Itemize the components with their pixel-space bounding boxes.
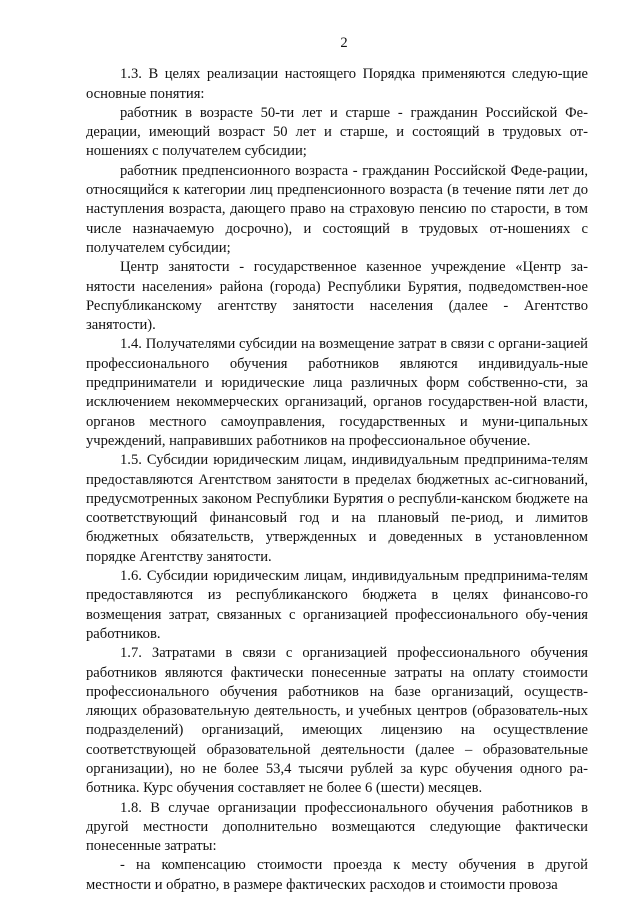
paragraph-1-7: 1.7. Затратами в связи с организацией профессионального обучения работников являются фактически понесенные затраты на оплату стоимости профессионального обучения работников на базе организаций, осуществ-ляющих образовательную деятельность, и учебных центров (образователь-ных подразделений) организаций, имеющих лицензию на осуществление соответствующей образовательной деятельности (далее – образовательные организации), но не более 53,4 тысячи рублей за курс обучения одного ра-ботника. Курс обучения составляет не более 6 (шести) месяцев. xyxy=(86,645,588,797)
paragraph-1-5: 1.5. Субсидии юридическим лицам, индивидуальным предпринима-телям предоставляются Агентством занятости в пределах бюджетных ас-сигнований, предусмотренных законом Республики Бурятия о республи-канском бюджете на соответствующий финансовый год и на плановый пе-риод, и лимитов бюджетных обязательств, утвержденных и доведенных в установленном порядке Агентству занятости. xyxy=(86,452,588,565)
paragraph-1-4: 1.4. Получателями субсидии на возмещение затрат в связи с органи-зацией профессионального обучения работников являются индивидуаль-ные предприниматели и юридические лица различных форм собственно-сти, за исключением некоммерческих организаций, органов государствен-ной власти, органов местного самоуправления, государственных и муни-ципальных учреждений, направивших работников на профессиональное обучение. xyxy=(86,336,588,449)
paragraph-1-6: 1.6. Субсидии юридическим лицам, индивидуальным предпринима-телям предоставляются из республиканского бюджета в целях финансово-го возмещения затрат, связанных с организацией профессионального обу-чения работников. xyxy=(86,568,588,642)
paragraph-travel-compensation: - на компенсацию стоимости проезда к месту обучения в другой местности и обратно, в размере фактических расходов и стоимости провоза xyxy=(86,857,588,893)
paragraph-1-8: 1.8. В случае организации профессионального обучения работников в другой местности дополнительно возмещаются следующие фактически понесенные затраты: xyxy=(86,799,588,855)
paragraph-pre-retirement-worker: работник предпенсионного возраста - гражданин Российской Феде-рации, относящийся к категории лиц предпенсионного возраста (в течение пяти лет до наступления возраста, дающего право на страховую пенсию по старости, в том числе назначаемую досрочно), и состоящий в трудовых от-ношениях с получателем субсидии; xyxy=(86,162,588,256)
page-number: 2 xyxy=(340,35,348,51)
paragraph-employment-center: Центр занятости - государственное казенное учреждение «Центр за-нятости населения» района (города) Республики Бурятия, подведомствен-ное Республиканскому агентству занятости населения (далее - Агентство занятости). xyxy=(86,259,588,334)
paragraph-1-3: 1.3. В целях реализации настоящего Порядка применяются следую-щие основные понятия: xyxy=(86,66,588,102)
paragraph-worker-50-plus: работник в возрасте 50-ти лет и старше - гражданин Российской Фе-дерации, имеющий возраст 50 лет и старше, и состоящий в трудовых от-ношениях с получателем субсидии; xyxy=(86,104,588,160)
